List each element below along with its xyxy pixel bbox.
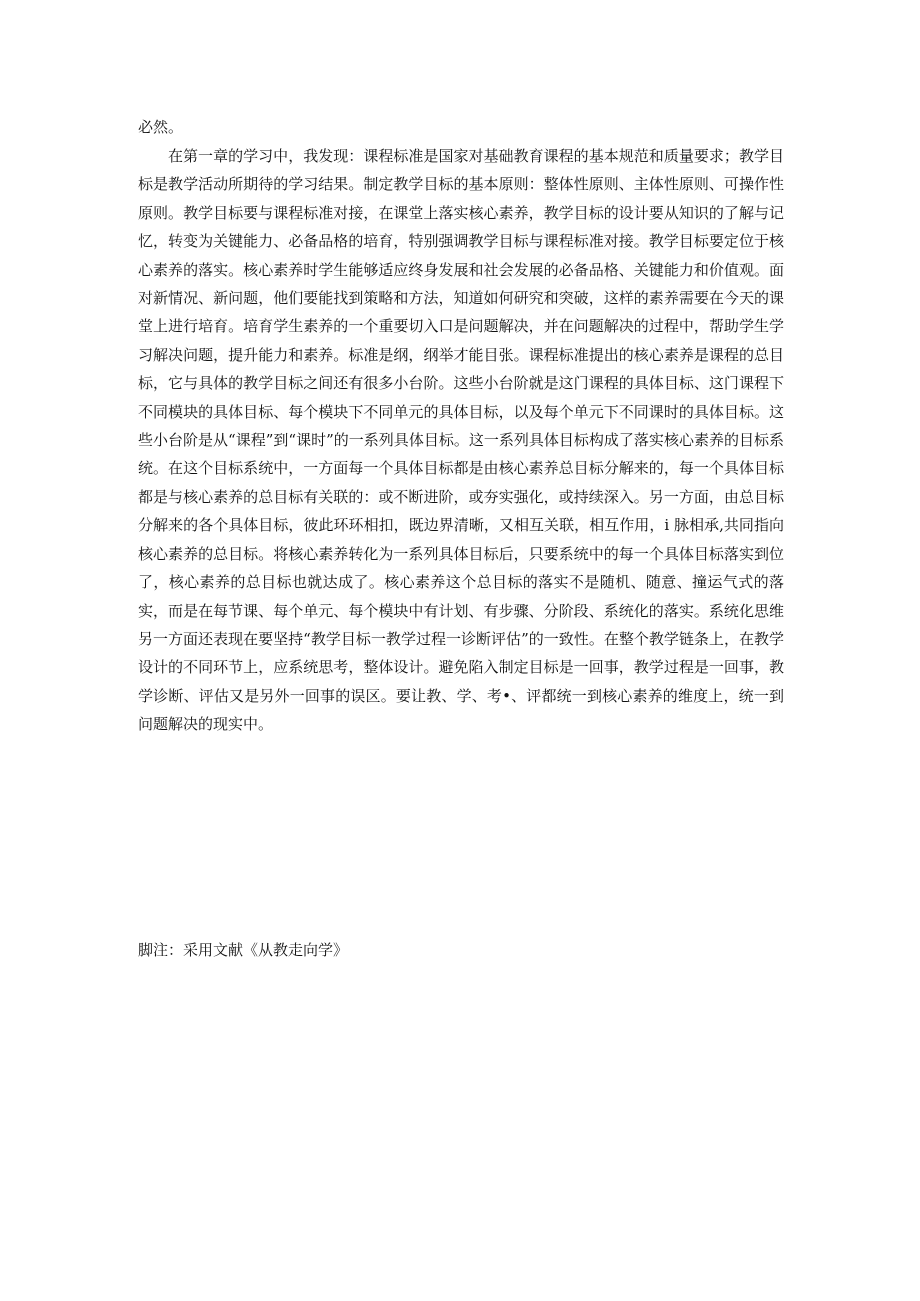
lead-fragment: 必然。 [138,118,184,136]
body-paragraph: 在第一章的学习中，我发现：课程标准是国家对基础教育课程的基本规范和质量要求；教学目标是教学活动所期待的学习结果。制定教学目标的基本原则：整体性原则、主体性原则、可操作性原则。教学目标要与课程标准对接，在课堂上落实核心素养，教学目标的设计要从知识的了解与记忆，转变为关键能力、必备品格的培育，特别强调教学目标与课程标准对接。教学目标要定位于核心素养的落实。核心素养时学生能够适应终身发展和社会发展的必备品格、关键能力和价值观。面对新情况、新问题，他们要能找到策略和方法，知道如何研究和突破，这样的素养需要在今天的课堂上进行培育。培育学生素养的一个重要切入口是问题解决，并在问题解决的过程中，帮助学生学习解决问题，提升能力和素养。标准是纲，纲举才能目张。课程标准提出的核心素养是课程的总目标，它与具体的教学目标之间还有很多小台阶。这些小台阶就是这门课程的具体目标、这门课程下不同模块的具体目标、每个模块下不同单元的具体目标，以及每个单元下不同课时的具体目标。这些小台阶是从“课程”到“课时”的一系列具体目标。这一系列具体目标构成了落实核心素养的目标系统。在这个目标系统中，一方面每一个具体目标都是由核心素养总目标分解来的，每一个具体目标都是与核心素养的总目标有关联的：或不断进阶，或夯实强化，或持续深入。另一方面，由总目标分解来的各个具体目标，彼此环环相扣，既边界清晰，又相互关联，相互作用，i 脉相承,共同指向核心素养的总目标。将核心素养转化为一系列具体目标后，只要系统中的每一个具体目标落实到位了，核心素养的总目标也就达成了。核心素养这个总目标的落实不是随机、随意、撞运气式的落实，而是在每节课、每个单元、每个模块中有计划、有步骤、分阶段、系统化的落实。系统化思维另一方面还表现在要坚持“教学目标一教学过程一诊断评估”的一致性。在整个教学链条上，在教学设计的不同环节上，应系统思考，整体设计。避免陷入制定目标是一回事，教学过程是一回事，教学诊断、评估又是另外一回事的误区。要让教、学、考•、评都统一到核心素养的维度上，统一到问题解决的现实中。 [138,147,784,734]
footnote: 脚注：采用文献《从教走向学》 [138,941,349,959]
